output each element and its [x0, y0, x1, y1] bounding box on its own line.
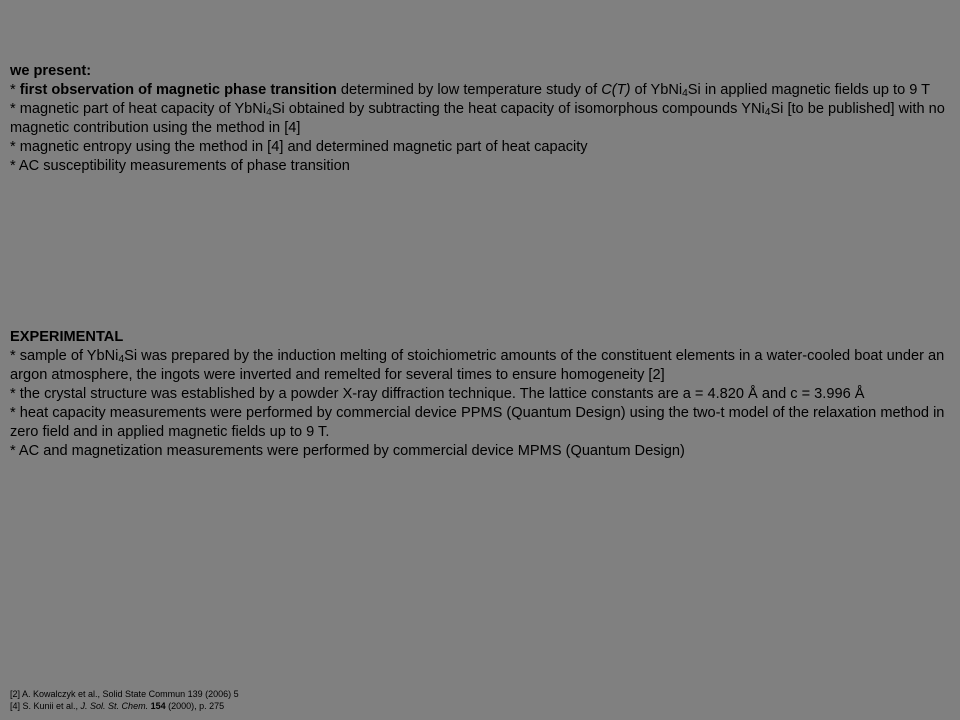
reference-2: [2] A. Kowalczyk et al., Solid State Commun 139 (2006) 5: [10, 689, 239, 699]
text: Si obtained by subtracting the heat capacity of isomorphous compounds YNi: [271, 101, 765, 117]
volume-number: 154: [150, 701, 166, 711]
experimental-section: [10, 328, 955, 461]
text: (2000), p. 275: [165, 701, 225, 711]
experimental-item-ac-magnetization: * AC and magnetization measurements were performed by commercial device MPMS (Quantum Design): [10, 443, 685, 459]
journal-name: J. Sol. St. Chem.: [80, 701, 149, 711]
text: Si [to be published] with no magnetic contribution using the method in [4]: [10, 101, 945, 136]
present-item-magnetic-part: [10, 100, 955, 138]
present-heading: we present:: [10, 63, 92, 79]
bullet: *: [10, 82, 20, 98]
subscript: 4: [266, 107, 272, 118]
subscript: 4: [118, 354, 125, 365]
references: [10, 688, 239, 712]
text: of YbNi: [630, 82, 683, 98]
text: determined by low temperature study of: [336, 82, 602, 98]
bold-text: first observation of magnetic phase transition: [19, 82, 337, 98]
italic-text: C(T): [601, 82, 631, 98]
text: * magnetic part of heat capacity of YbNi: [10, 101, 267, 117]
present-item-first-observation: [10, 81, 955, 100]
text: Si was prepared by the induction melting of stoichiometric amounts of the constituent elements in a water-cooled boat under an argon atmosphere, the ingots were inverted and remelted for several times to ensure homogeneity [2]: [10, 348, 945, 383]
experimental-heading: EXPERIMENTAL: [10, 329, 124, 345]
subscript: 4: [764, 107, 771, 118]
text: * sample of YbNi: [10, 348, 119, 364]
present-section: [10, 62, 955, 176]
text: [4] S. Kunii et al.,: [10, 701, 81, 711]
present-item-magnetic-entropy: * magnetic entropy using the method in [4] and determined magnetic part of heat capacity: [10, 139, 588, 155]
experimental-item-heat-capacity: * heat capacity measurements were performed by commercial device PPMS (Quantum Design) using the two-t model of the relaxation method in zero field and in applied magnetic fields up to 9 T.: [10, 405, 945, 440]
reference-4: [10, 700, 239, 712]
subscript: 4: [682, 88, 688, 99]
experimental-item-crystal-structure: * the crystal structure was established by a powder X-ray diffraction technique. The lattice constants are a = 4.820 Å and c = 3.996 Å: [10, 386, 865, 402]
experimental-item-sample: [10, 347, 955, 385]
present-item-ac-susceptibility: * AC susceptibility measurements of phase transition: [10, 158, 350, 174]
text: Si in applied magnetic fields up to 9 T: [687, 82, 931, 98]
